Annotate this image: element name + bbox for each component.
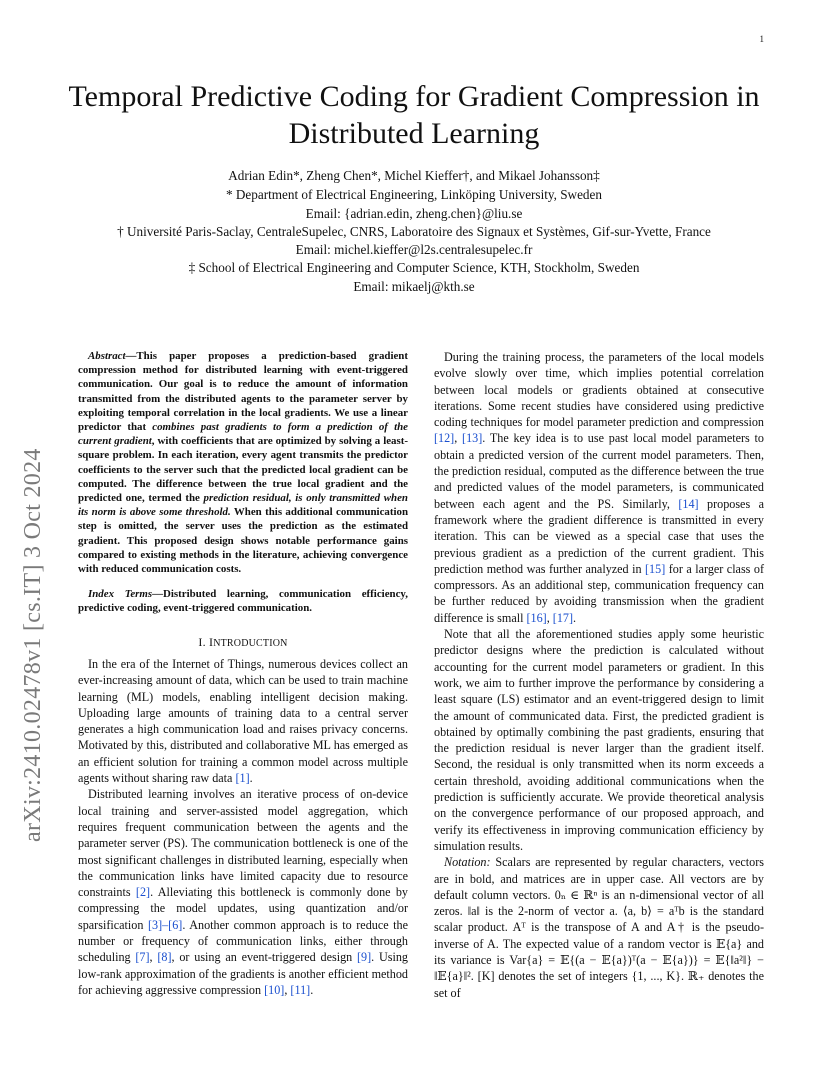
arxiv-stamp: arXiv:2410.02478v1 [cs.IT] 3 Oct 2024	[20, 448, 46, 842]
intro-paragraph-2	[78, 786, 408, 998]
index-terms-label: Index Terms	[88, 588, 153, 601]
abstract-emphasis-1: combines past gradients to form a prediction of the current gradient	[78, 421, 408, 448]
notation-label: Notation:	[444, 855, 491, 870]
abstract-text-1: —This paper proposes a prediction-based gradient compression method for distributed learning with event-triggered communication. Our goal is to reduce the amount of information transmitted from the distributed agents to the parameter server by exploiting temporal correlation in the local gradients. We use a linear predictor that	[78, 350, 408, 434]
intro-paragraph-4: Note that all the aforementioned studies apply some heuristic predictor designs where the prediction is calculated without accounting for the current model parameters or gradient. In this work, we aim to further improve the performance by considering a least square (LS) estimator and an event-triggered design to limit the amount of communicated data. First, the predicted gradient is obtained by optimally combining the past gradients, ensuring that the prediction residual is never larger than the gradient itself. Second, the residual is only transmitted when its norm exceeds a certain threshold, avoiding additional communications when the prediction is sufficiently accurate. We provide theoretical analysis on the convergence performance of our proposed approach, and verify its effectiveness in improving communication efficiency by simulation results.	[434, 627, 764, 853]
affiliation-3: ‡ School of Electrical Engineering and Computer Science, KTH, Stockholm, Sweden	[188, 260, 640, 276]
paragraph-text: ,	[454, 431, 463, 446]
paragraph-text: . Another common approach is to reduce the number or frequency of communication links, either through scheduling	[78, 917, 408, 965]
paragraph-text: .	[249, 771, 253, 786]
section-smallcaps: NTRODUCTION	[213, 637, 288, 649]
paragraph-text: ,	[284, 982, 291, 997]
citation-link[interactable]: [2]	[135, 885, 151, 900]
citation-link[interactable]: [9]	[357, 950, 372, 965]
affiliation-2: † Université Paris-Saclay, CentraleSupelec, CNRS, Laboratoire des Signaux et Systèmes, Gif-sur-Yvette, France	[117, 223, 711, 239]
author-block	[0, 167, 828, 296]
paragraph-text: ,	[546, 610, 553, 625]
citation-link[interactable]: [16]	[526, 610, 547, 625]
paragraph-text: proposes a framework where the gradient difference is transmitted in every iteration. This can be viewed as a special case that uses the previous gradient as a prediction of the current gradient. This prediction method was further analyzed in	[434, 496, 764, 576]
paragraph-text: ,	[149, 950, 158, 965]
paragraph-text: During the training process, the parameters of the local models evolve slowly over time, which implies potential correlation between local models or gradients obtained at consecutive iterations. Some recent studies have considered using predictive coding techniques for model parameter prediction and compression	[434, 350, 764, 430]
citation-link[interactable]: [17]	[552, 610, 574, 625]
right-column	[434, 349, 764, 1001]
paragraph-text: for a larger class of compressors. As an additional step, communication frequency can be further reduced by avoiding transmission when the gradient difference is small	[434, 561, 764, 625]
citation-link[interactable]: [11]	[290, 982, 311, 997]
email-2: Email: michel.kieffer@l2s.centralesupelec.fr	[295, 242, 533, 258]
citation-link[interactable]: [7]	[135, 950, 150, 965]
citation-link[interactable]: [14]	[678, 496, 699, 511]
email-1: Email: {adrian.edin, zheng.chen}@liu.se	[305, 205, 523, 221]
paragraph-text: , or using an event-triggered design	[171, 950, 358, 965]
notation-text: Scalars are represented by regular characters, vectors are in bold, and matrices are in upper case. All vectors are by default column vectors. 0ₙ ∈ ℝⁿ is an n-dimensional vector of all zeros. ‖a‖ is the 2-norm of vector a. ⟨a, b⟩ = aᵀb is the standard scalar product. Aᵀ is the transpose of A and A† is the pseudo-inverse of A. The expected value of a random vector is 𝔼{a} and its variance is Var{a} = 𝔼{(a − 𝔼{a})ᵀ(a − 𝔼{a})} = 𝔼{‖a²‖} − ‖𝔼{a}‖². [K] denotes the set of integers {1, ..., K}. ℝ₊ denotes the set of	[434, 855, 764, 1000]
citation-link[interactable]: [1]	[235, 771, 250, 786]
notation-paragraph	[434, 854, 764, 1001]
section-heading-introduction	[78, 634, 408, 652]
paragraph-text: Distributed learning involves an iterative process of on-device local training and server-assisted model aggregation, which requires frequent communication between the agents and the parameter server (PS). The communication bottleneck is one of the most significant challenges in distributed learning, especially when the communication links have limited capacity due to resource constraints	[78, 787, 408, 900]
intro-paragraph-1	[78, 656, 408, 786]
paper-title: Temporal Predictive Coding for Gradient Compression in Distributed Learning	[68, 80, 760, 150]
abstract-label: Abstract	[88, 350, 126, 362]
paragraph-text: . Alleviating this bottleneck is commonly done by compressing the model updates, using quantization and/or sparsification	[78, 885, 409, 932]
paragraph-text: .	[573, 610, 577, 625]
section-numeral: I.	[198, 634, 209, 649]
left-column	[78, 349, 408, 998]
abstract	[78, 349, 408, 576]
author-names: Adrian Edin*, Zheng Chen*, Michel Kieffer†, and Mikael Johansson‡	[228, 168, 600, 183]
citation-link[interactable]: [12]	[434, 431, 455, 446]
citation-link[interactable]: [13]	[462, 431, 483, 446]
intro-paragraph-3	[434, 349, 764, 626]
abstract-text-3: When this additional communication step is omitted, the server uses the prediction as the estimated gradient. This proposed design shows notable performance gains compared to existing methods in the literature, achieving convergence with reduced communication costs.	[78, 506, 409, 576]
abstract-emphasis-2: prediction residual, is only transmitted when its norm is above some threshold.	[78, 492, 408, 519]
email-3: Email: mikaelj@kth.se	[353, 278, 475, 294]
index-terms	[78, 587, 408, 615]
citation-link[interactable]: [3]–[6]	[147, 917, 183, 932]
abstract-text-2: , with coefficients that are optimized by solving a least-square problem. In each iteration, every agent transmits the predictor coefficients to the server such that the predicted local gradient can be computed. The difference between the true local gradient and the predicted one, termed the	[78, 435, 408, 505]
paragraph-text: . The key idea is to use past local model parameters to obtain a predicted version of the current model parameters. Then, the prediction residual, computed as the difference between the true and predicted values of the model parameters, is communicated between each agent and the PS. Similarly,	[434, 431, 764, 511]
citation-link[interactable]: [10]	[264, 982, 285, 997]
index-terms-text: —Distributed learning, communication efficiency, predictive coding, event-triggered communication.	[78, 588, 408, 615]
citation-link[interactable]: [8]	[157, 950, 172, 965]
section-initial: I	[208, 634, 214, 649]
citation-link[interactable]: [15]	[645, 561, 666, 576]
page-number: 1	[759, 34, 764, 44]
paragraph-text: . Using low-rank approximation of the gradients is another efficient method for achieving aggressive compression	[78, 950, 408, 997]
affiliation-1: * Department of Electrical Engineering, Linköping University, Sweden	[226, 187, 602, 203]
paragraph-text: .	[310, 982, 314, 997]
paragraph-text: In the era of the Internet of Things, numerous devices collect an ever-increasing amount of data, which can be used to train machine learning (ML) models, enabling intelligent decision making. Uploading large amounts of training data to a central server generates a high communication load and raises privacy concerns. Motivated by this, distributed and collaborative ML has emerged as an efficient solution for training a common model across multiple agents without sharing raw data	[78, 656, 408, 786]
